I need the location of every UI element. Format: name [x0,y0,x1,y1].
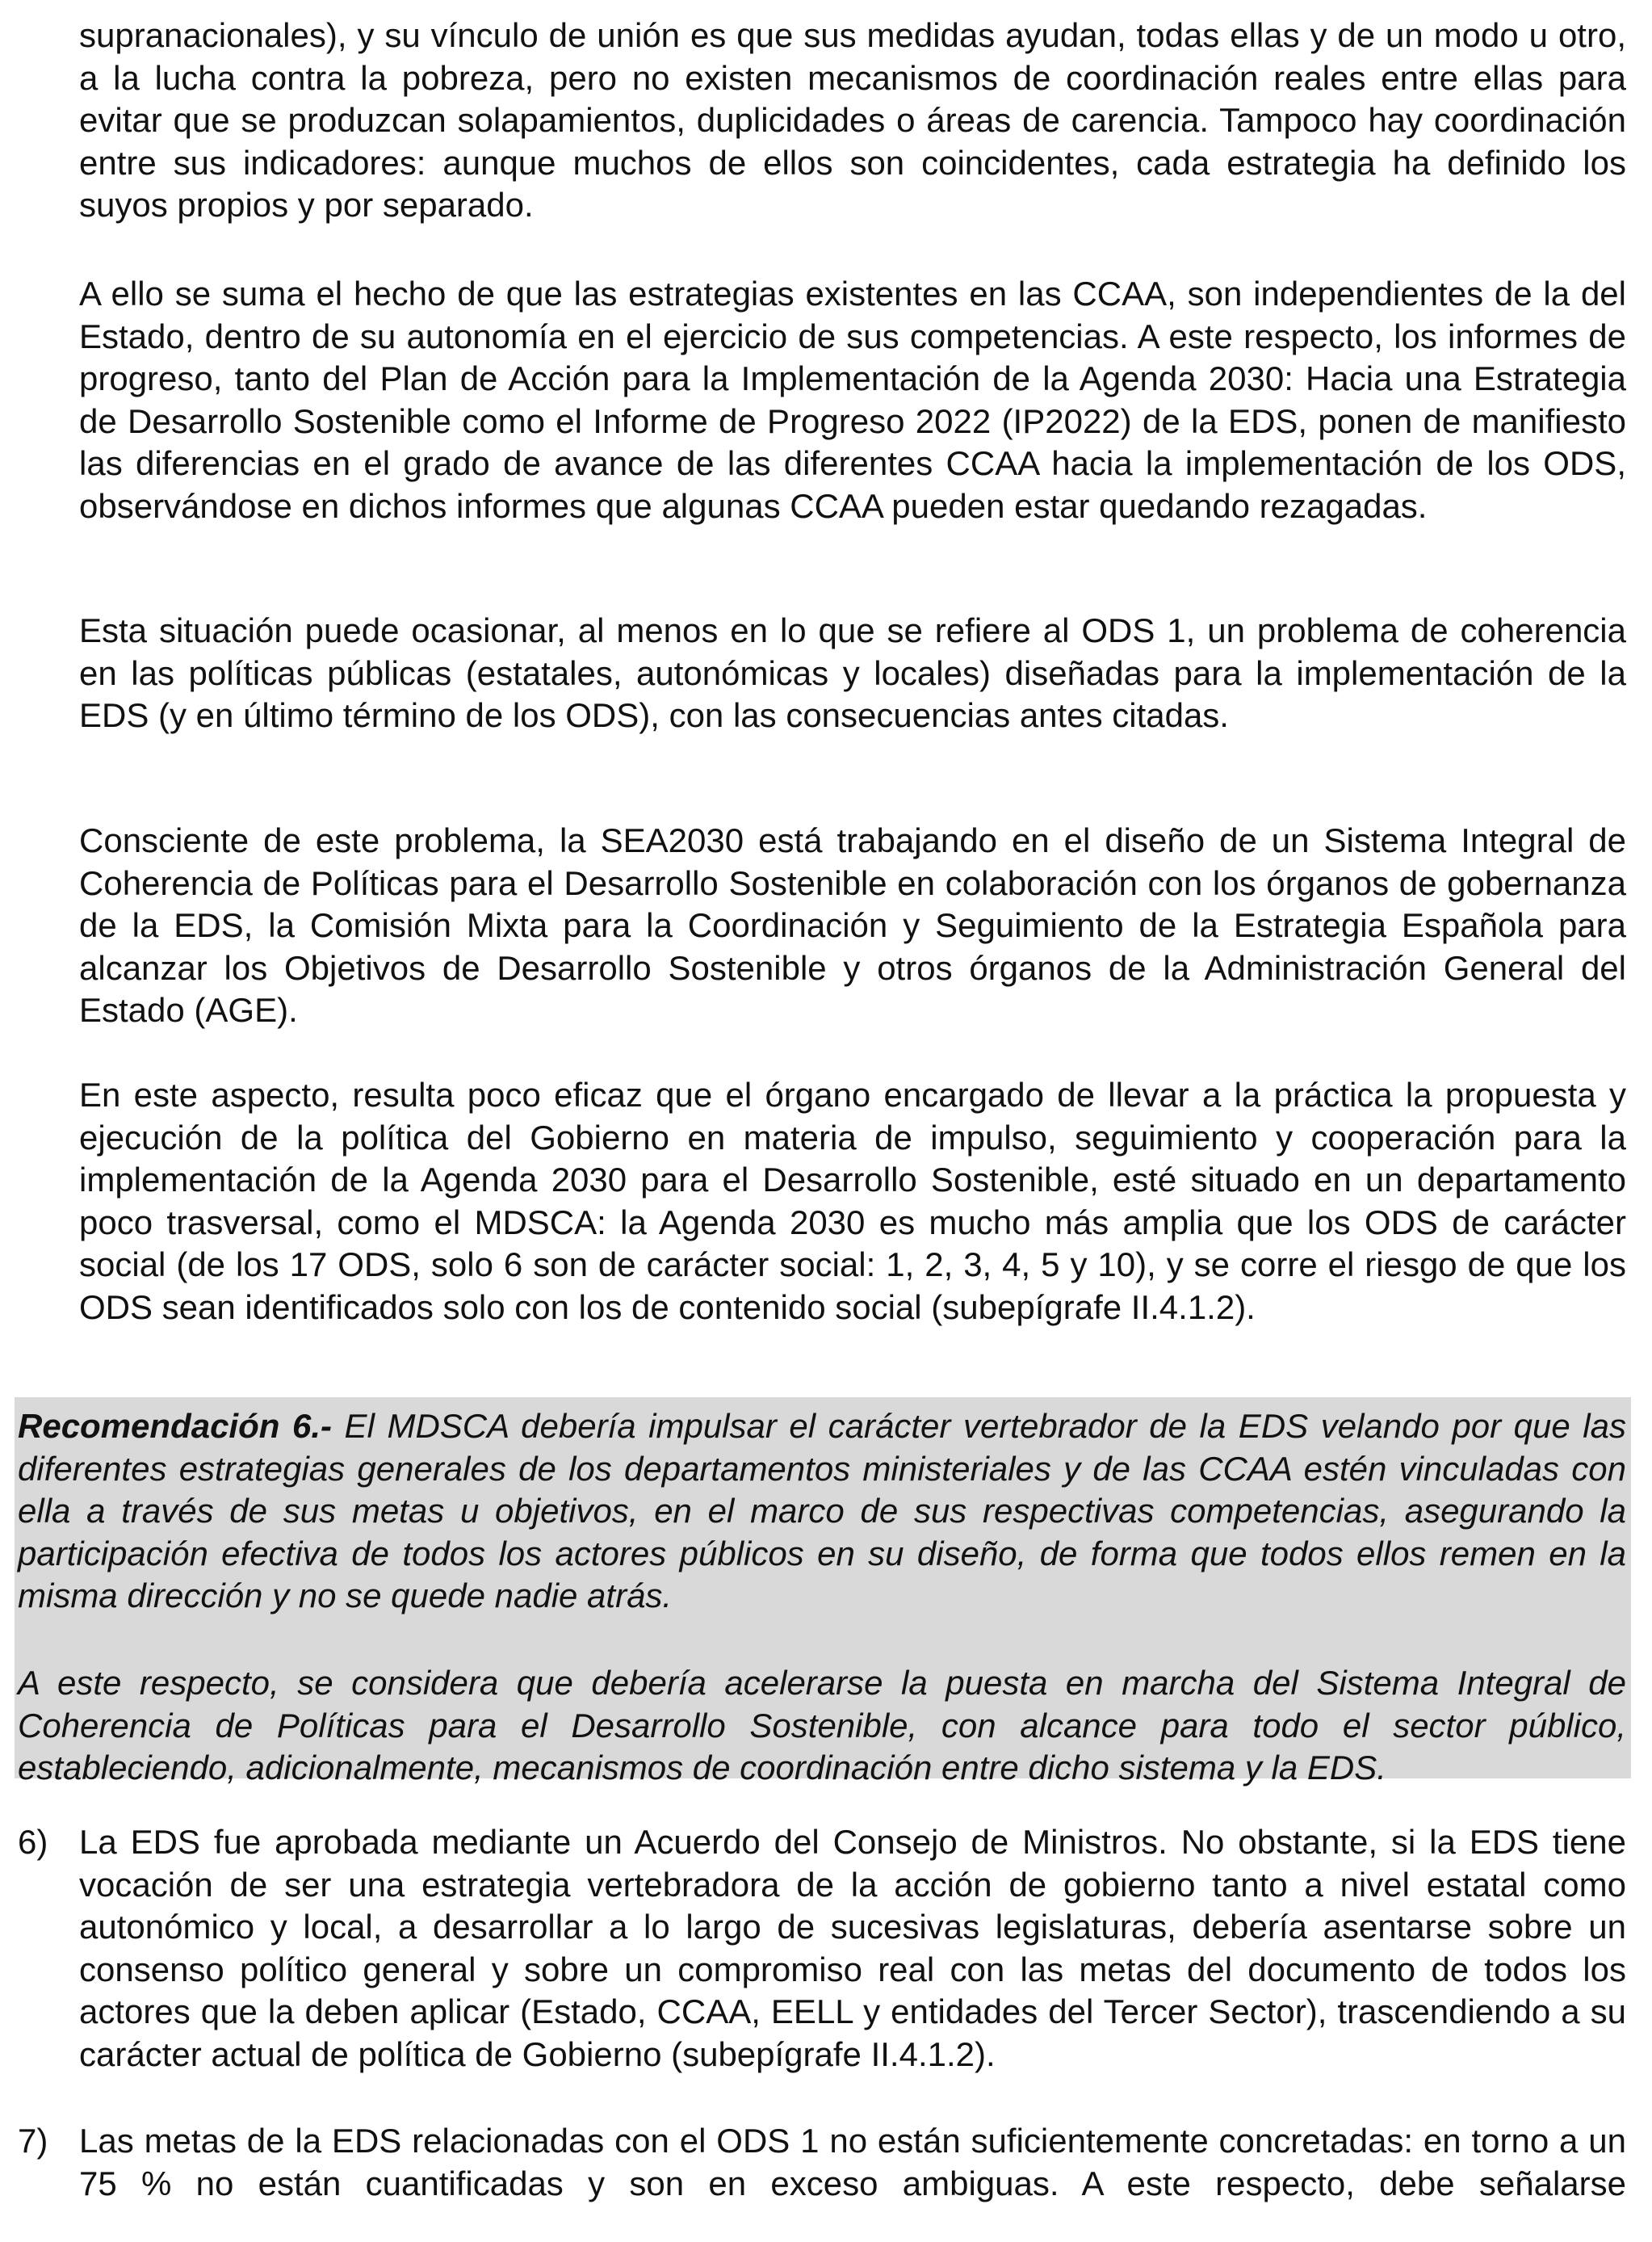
item-text: Las metas de la EDS relacionadas con el ODS 1 no están suficientemente concretadas: en torno a un 75 % no están cuantificadas y son en exceso ambiguas. A este respecto, debe señalarse [79,2122,1626,2202]
recommendation-followup-paragraph: A este respecto, se considera que debería acelerarse la puesta en marcha del Sistema Integral de Coherencia de Políticas para el Desarrollo Sostenible, con alcance para todo el sector público, estableciendo, adicionalmente, mecanismos de coordinación entre dicho sistema y la EDS. [18,1664,1626,1786]
paragraph-coordination-strategies: supranacionales), y su vínculo de unión es que sus medidas ayudan, todas ellas y de un modo u otro, a la lucha contra la pobreza, pero no existen mecanismos de coordinación reales entre ellas para evitar que se produzcan solapamientos, duplicidades o áreas de carencia. Tampoco hay coordinación entre sus indicadores: aunque muchos de ellos son coincidentes, cada estrategia ha definido los suyos propios y por separado. [79,16,1626,224]
recommendation-label: Recomendación 6.- [18,1407,332,1445]
paragraph-sea2030-system: Consciente de este problema, la SEA2030 está trabajando en el diseño de un Sistema Integral de Coherencia de Políticas para el Desarrollo Sostenible en colaboración con los órganos de gobernanza de la EDS, la Comisión Mixta para la Coordinación y Seguimiento de la Estrategia Española para alcanzar los Objetivos de Desarrollo Sostenible y otros órganos de la Administración General del Estado (AGE). [79,821,1626,1029]
item-number: 7) [18,2122,48,2160]
paragraph-ccaa-strategies: A ello se suma el hecho de que las estrategias existentes en las CCAA, son independientes de la del Estado, dentro de su autonomía en el ejercicio de sus competencias. A este respecto, los informes de progreso, tanto del Plan de Acción para la Implementación de la Agenda 2030: Hacia una Estrategia de Desarrollo Sostenible como el Informe de Progreso 2022 (IP2022) de la EDS, ponen de manifiesto las diferencias en el grado de avance de las diferentes CCAA hacia la implementación de los ODS, observándose en dichos informes que algunas CCAA pueden estar quedando rezagadas. [79,275,1626,525]
paragraph-mdsca-department: En este aspecto, resulta poco eficaz que el órgano encargado de llevar a la práctica la propuesta y ejecución de la política del Gobierno en materia de impulso, seguimiento y cooperación para la implementación de la Agenda 2030 para el Desarrollo Sostenible, esté situado en un departamento poco trasversal, como el MDSCA: la Agenda 2030 es mucho más amplia que los ODS de carácter social (de los 17 ODS, solo 6 son de carácter social: 1, 2, 3, 4, 5 y 10), y se corre el riesgo de que los ODS sean identificados solo con los de contenido social (subepígrafe II.4.1.2). [79,1076,1626,1326]
item-text: La EDS fue aprobada mediante un Acuerdo del Consejo de Ministros. No obstante, si la EDS tiene vocación de ser una estrategia vertebradora de la acción de gobierno tanto a nivel estatal como autonómico y local, a desarrollar a lo largo de sucesivas legislaturas, debería asentarse sobre un consenso político general y sobre un compromiso real con las metas del documento de todos los actores que la deben aplicar (Estado, CCAA, EELL y entidades del Tercer Sector), trascendiendo a su carácter actual de política de Gobierno (subepígrafe II.4.1.2). [79,1823,1626,2073]
recommendation-paragraph [18,1405,1626,1618]
item-number: 6) [18,1823,48,1861]
recommendation-text: El MDSCA debería impulsar el carácter vertebrador de la EDS velando por que las diferentes estrategias generales de los departamentos ministeriales y de las CCAA estén vinculadas con ella a través de sus metas u objetivos, en el marco de sus respectivas competencias, asegurando la participación efectiva de todos los actores públicos en su diseño, de forma que todos ellos remen en la misma dirección y no se quede nadie atrás. [18,1407,1626,1614]
paragraph-coherence-problem: Esta situación puede ocasionar, al menos en lo que se refiere al ODS 1, un problema de coherencia en las políticas públicas (estatales, autonómicas y locales) diseñadas para la implementación de la EDS (y en último término de los ODS), con las consecuencias antes citadas. [79,611,1626,734]
